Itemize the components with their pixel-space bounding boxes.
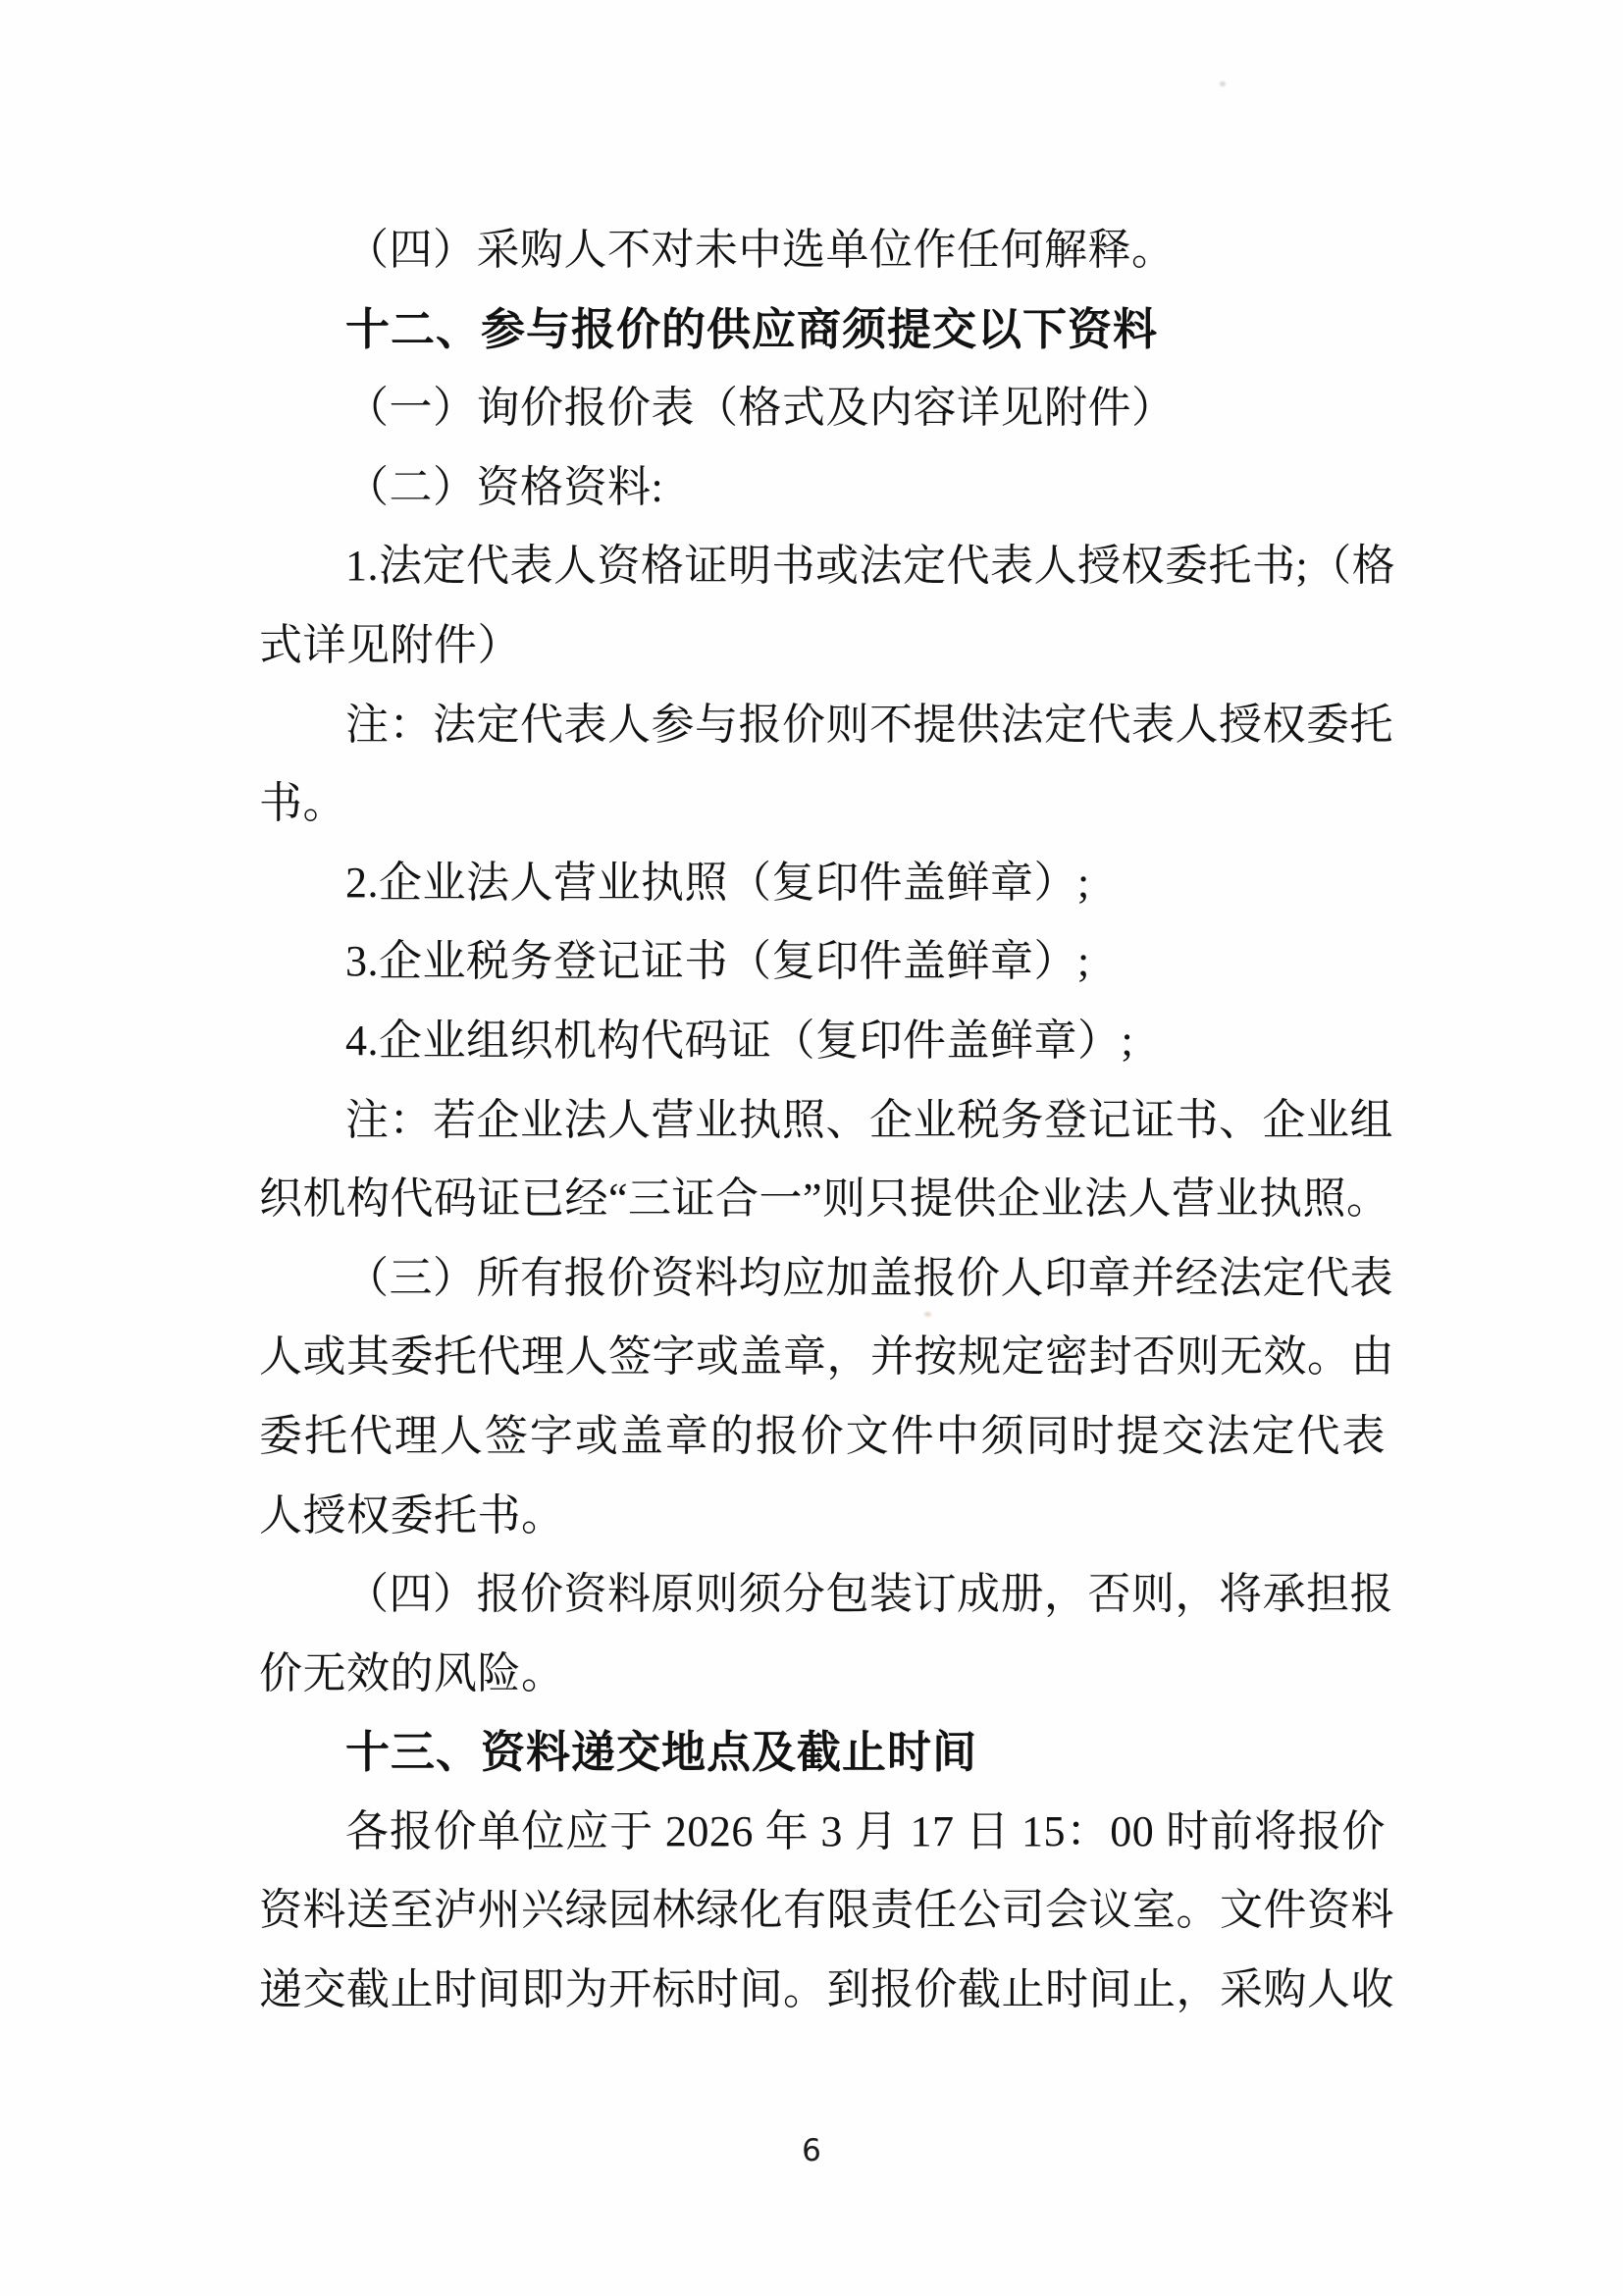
document-line: 委托代理人签字或盖章的报价文件中须同时提交法定代表	[259, 1411, 1386, 1460]
document-line: （三）所有报价资料均应加盖报价人印章并经法定代表	[345, 1253, 1393, 1302]
section-heading-13: 十三、资料递交地点及截止时间	[345, 1727, 978, 1778]
document-line: （二）资格资料:	[345, 462, 664, 511]
document-line: 书。	[259, 779, 346, 828]
document-line: 人或其委托代理人签字或盖章，并按规定密封否则无效。由	[259, 1332, 1394, 1382]
document-line: 人授权委托书。	[259, 1490, 565, 1539]
document-line: 1.法定代表人资格证明书或法定代表人授权委托书;（格	[345, 542, 1396, 591]
document-line: （一）询价报价表（格式及内容详见附件）	[345, 384, 1176, 433]
document-line: 注：若企业法人营业执照、企业税务登记证书、企业组	[345, 1095, 1393, 1144]
document-line: 递交截止时间即为开标时间。到报价截止时间止，采购人收	[259, 1965, 1394, 2014]
document-line: 各报价单位应于 2026 年 3 月 17 日 15：00 时前将报价	[345, 1806, 1386, 1855]
document-line: 织机构代码证已经“三证合一”则只提供企业法人营业执照。	[259, 1174, 1390, 1224]
document-line: （四）报价资料原则须分包装订成册，否则，将承担报	[345, 1570, 1393, 1619]
document-line: （四）采购人不对未中选单位作任何解释。	[345, 226, 1176, 274]
document-body	[259, 211, 1396, 2030]
document-line: 资料送至泸州兴绿园林绿化有限责任公司会议室。文件资料	[259, 1886, 1394, 1935]
scan-speck	[1220, 81, 1226, 86]
document-line: 4.企业组织机构代码证（复印件盖鲜章）;	[345, 1016, 1134, 1065]
section-heading-12: 十二、参与报价的供应商须提交以下资料	[345, 303, 1159, 354]
page-number: 6	[802, 2133, 821, 2168]
document-line: 2.企业法人营业执照（复印件盖鲜章）;	[345, 858, 1090, 907]
document-line: 3.企业税务登记证书（复印件盖鲜章）;	[345, 937, 1090, 986]
document-line: 注：法定代表人参与报价则不提供法定代表人授权委托	[345, 700, 1393, 749]
document-line: 价无效的风险。	[259, 1648, 565, 1697]
document-line: 式详见附件）	[259, 620, 521, 669]
